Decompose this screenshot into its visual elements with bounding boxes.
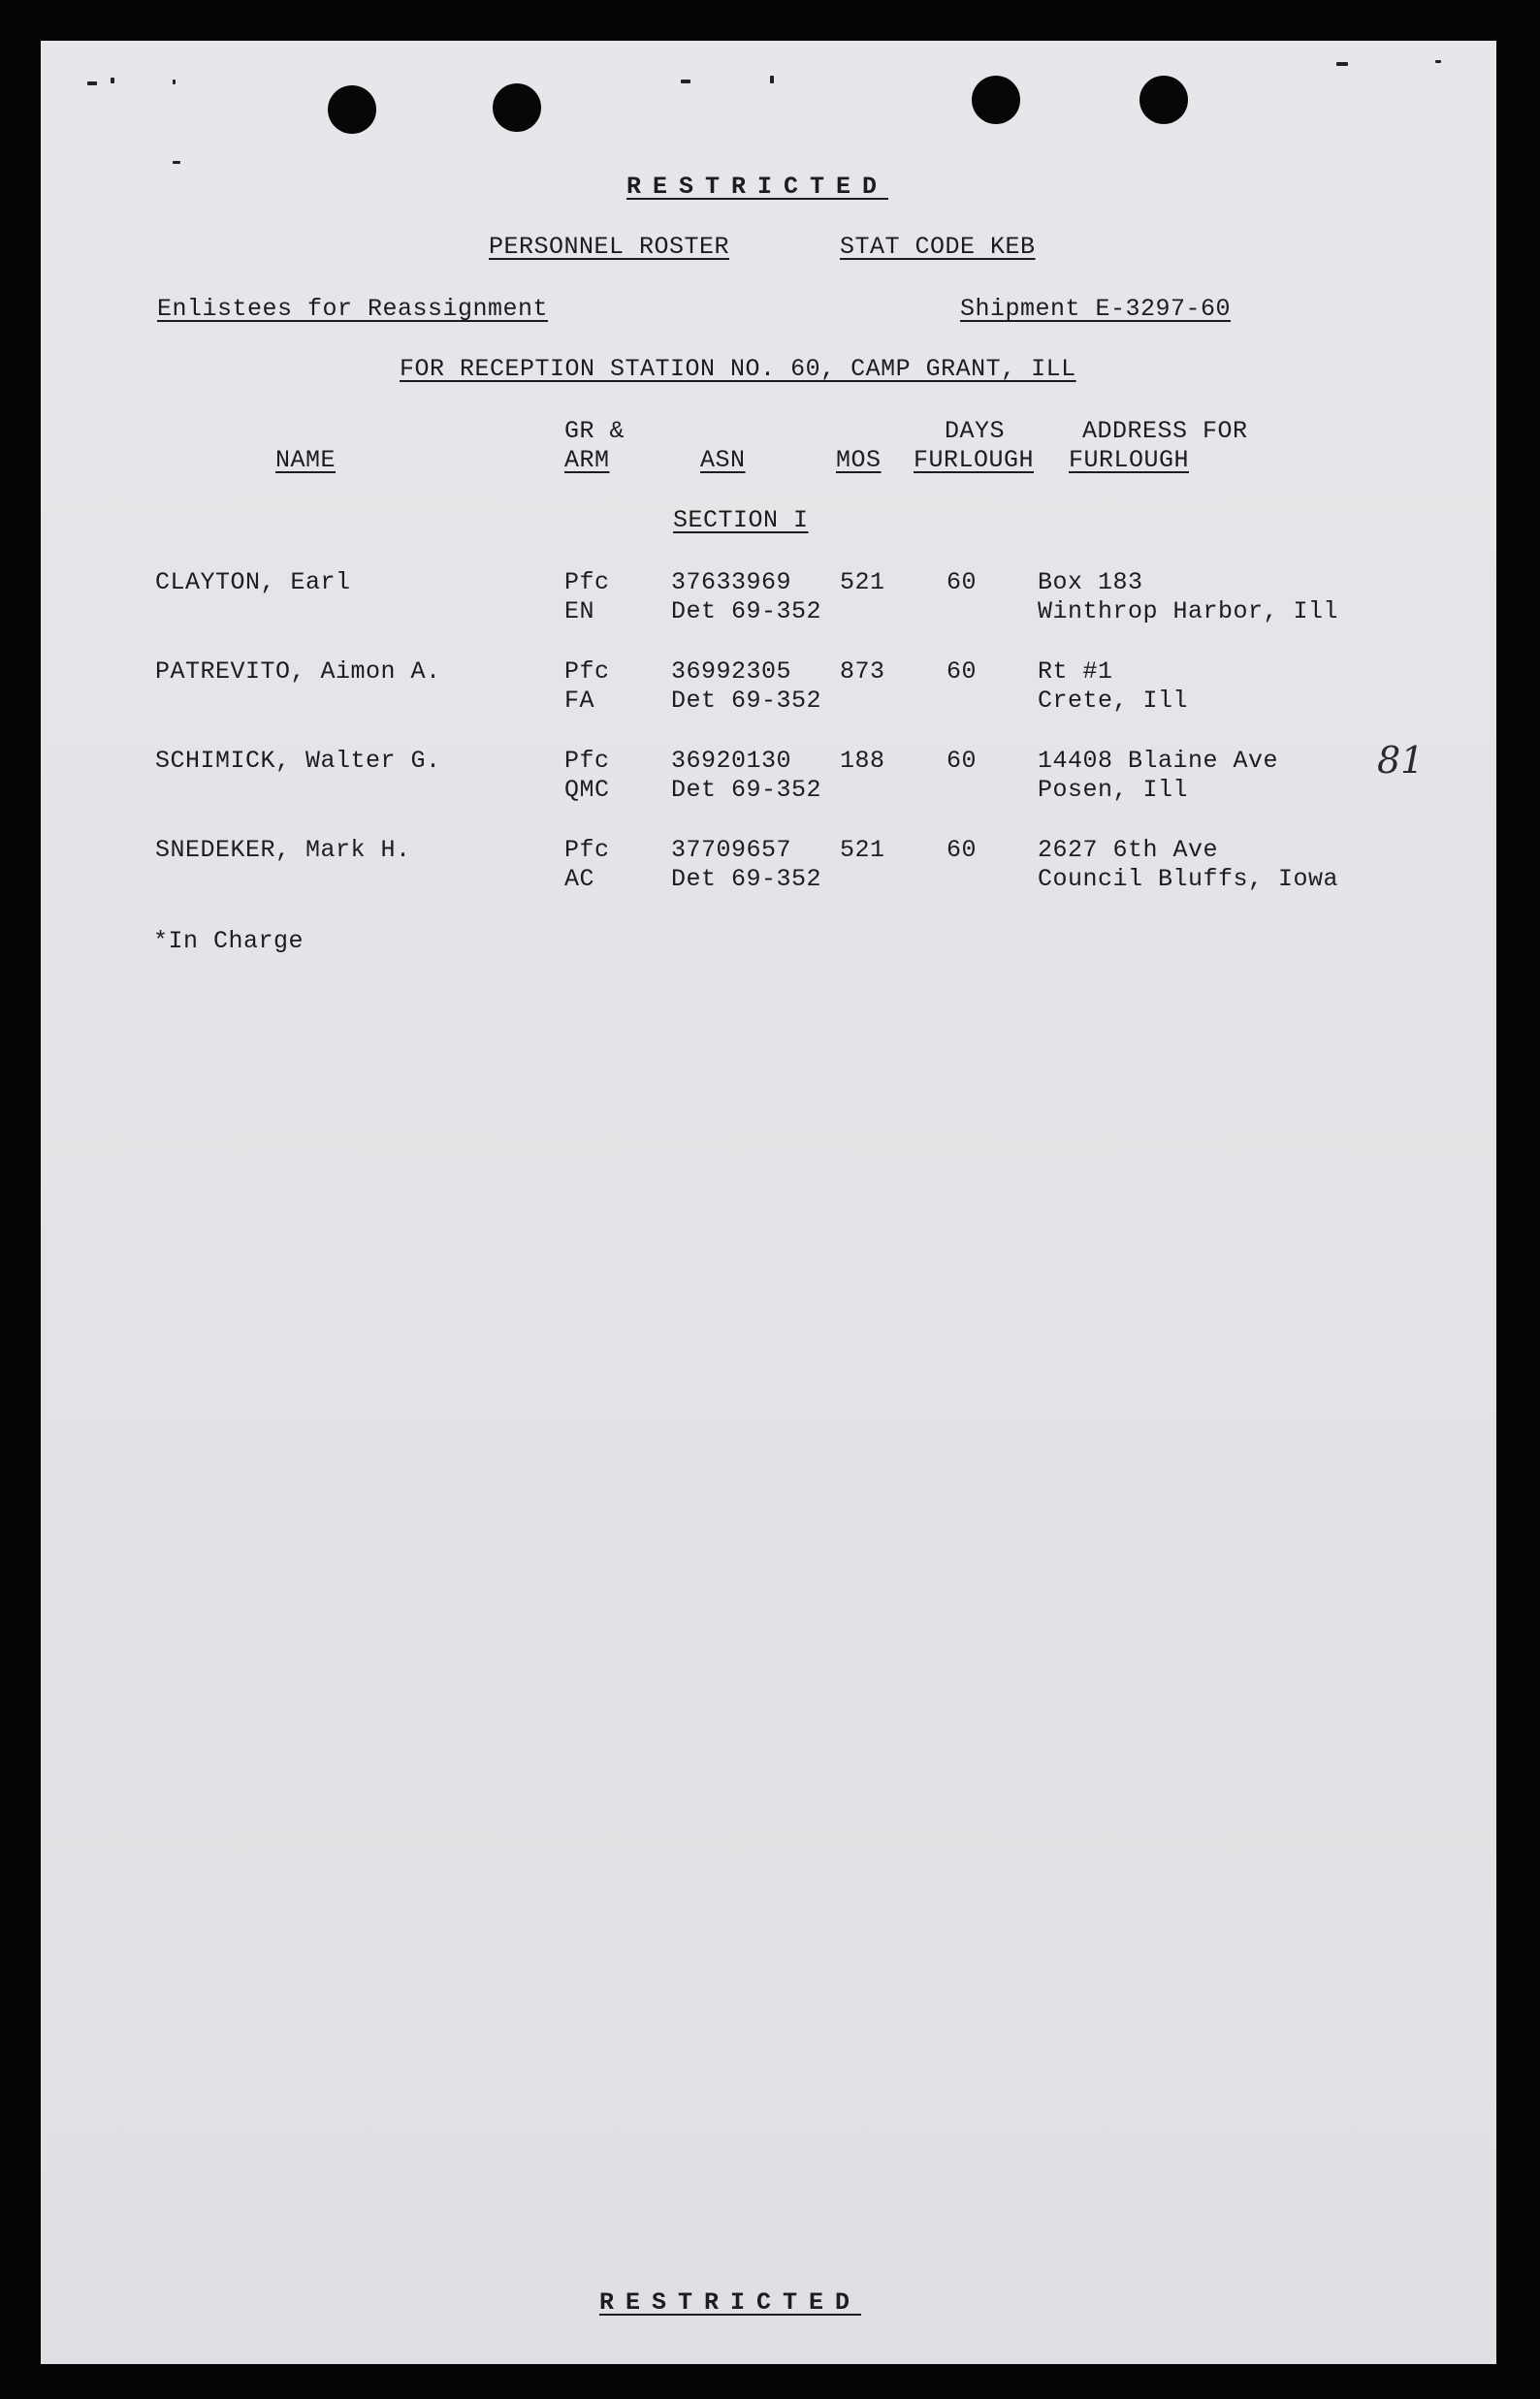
punch-hole [972,76,1020,124]
row-days: 60 [946,836,978,864]
speck [173,161,180,164]
row-grade: Pfc [564,747,610,775]
row-det: Det 69-352 [671,776,822,804]
section-label: SECTION I [673,506,809,534]
row-address-line1: Rt #1 [1038,657,1113,686]
row-days: 60 [946,657,978,686]
row-asn: 36992305 [671,657,792,686]
column-header-asn: ASN [700,446,746,474]
roster-title: PERSONNEL ROSTER [489,233,730,261]
row-name: SNEDEKER, Mark H. [155,836,411,864]
row-grade: Pfc [564,836,610,864]
row-mos: 188 [840,747,885,775]
row-arm: AC [564,865,595,893]
speck [770,76,774,83]
row-mos: 873 [840,657,885,686]
punch-hole [1139,76,1188,124]
column-header-name: NAME [275,446,337,474]
row-mos: 521 [840,836,885,864]
classification-header: RESTRICTED [626,173,889,201]
row-address-line2: Winthrop Harbor, Ill [1038,597,1339,625]
footnote-in-charge: *In Charge [153,927,305,955]
row-address-line1: 2627 6th Ave [1038,836,1219,864]
column-header-days-line2: FURLOUGH [914,446,1035,474]
row-asn: 37709657 [671,836,792,864]
column-header-address-line2: FURLOUGH [1069,446,1190,474]
row-days: 60 [946,747,978,775]
speck [173,80,176,84]
punch-hole [328,85,376,134]
row-det: Det 69-352 [671,597,822,625]
destination-line: FOR RECEPTION STATION NO. 60, CAMP GRANT, ILL [400,355,1076,383]
row-det: Det 69-352 [671,687,822,715]
stat-code: STAT CODE KEB [840,233,1036,261]
speck [111,78,114,83]
column-header-gr-line2: ARM [564,446,610,474]
column-header-days-line1: DAYS [945,417,1006,445]
row-days: 60 [946,568,978,596]
row-address-line2: Posen, Ill [1038,776,1189,804]
row-name: CLAYTON, Earl [155,568,351,596]
column-header-gr-line1: GR & [564,417,626,445]
shipment-number: Shipment E-3297-60 [960,295,1232,323]
row-mos: 521 [840,568,885,596]
page-number: 81 [1377,739,1425,782]
subtitle-enlistees: Enlistees for Reassignment [157,295,549,323]
punch-hole [493,83,541,132]
column-header-mos: MOS [836,446,882,474]
row-address-line1: 14408 Blaine Ave [1038,747,1279,775]
row-arm: QMC [564,776,610,804]
row-name: PATREVITO, Aimon A. [155,657,441,686]
row-address-line2: Crete, Ill [1038,687,1189,715]
row-address-line2: Council Bluffs, Iowa [1038,865,1339,893]
row-address-line1: Box 183 [1038,568,1143,596]
row-name: SCHIMICK, Walter G. [155,747,441,775]
row-det: Det 69-352 [671,865,822,893]
column-header-address-line1: ADDRESS FOR [1082,417,1248,445]
row-grade: Pfc [564,657,610,686]
classification-footer: RESTRICTED [599,2288,862,2317]
row-arm: FA [564,687,595,715]
row-asn: 36920130 [671,747,792,775]
speck [1336,62,1348,66]
speck [87,81,97,85]
document-page [41,41,1496,2364]
row-asn: 37633969 [671,568,792,596]
speck [1435,60,1441,63]
speck [681,80,690,83]
row-grade: Pfc [564,568,610,596]
row-arm: EN [564,597,595,625]
